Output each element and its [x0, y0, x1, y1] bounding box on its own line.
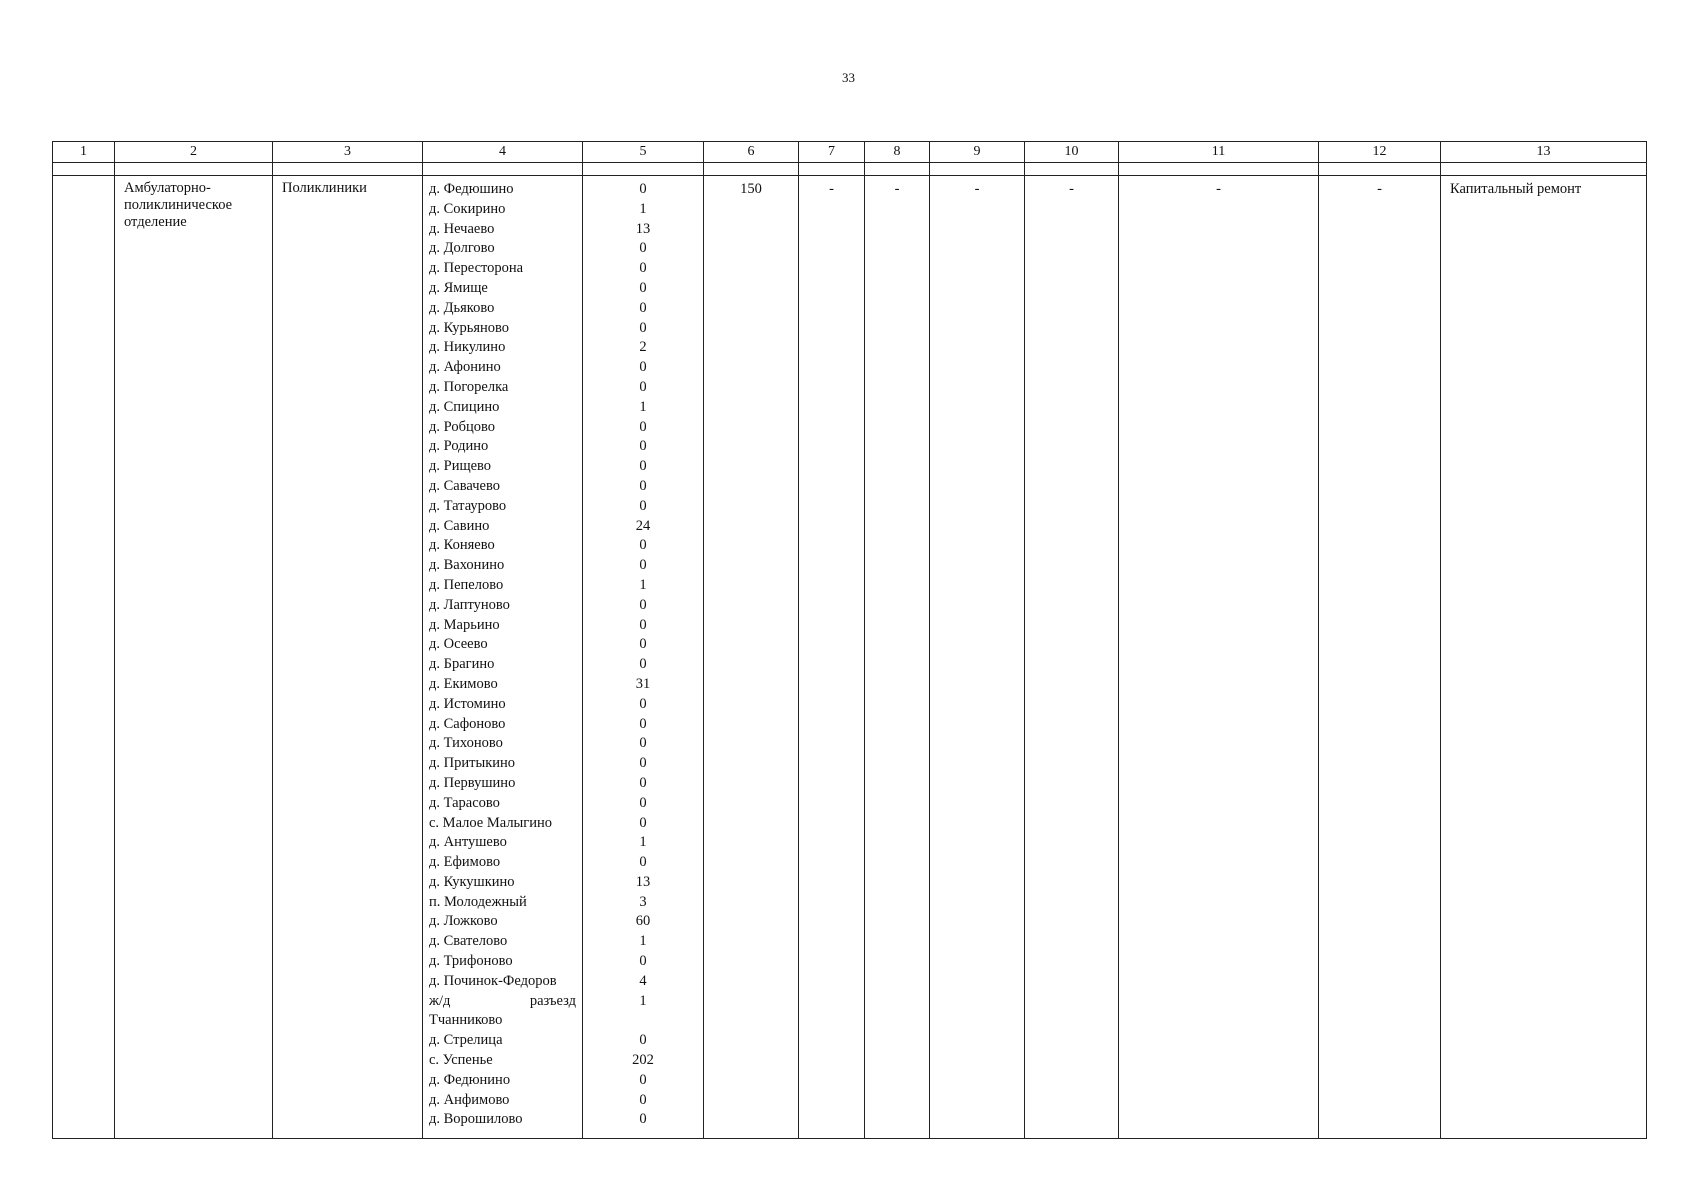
settlement-value: 1 [639, 200, 647, 217]
settlement-name: д. Федюшино [429, 181, 514, 197]
settlement-name: д. Марьино [429, 616, 500, 633]
dash-value: - [1377, 181, 1382, 197]
facility-type: Поликлиники [282, 180, 367, 196]
settlement-name: д. Савачево [429, 477, 500, 494]
settlement-name: д. Первушино [429, 774, 516, 791]
settlement-value: 0 [639, 477, 647, 494]
settlement-value: 0 [639, 1091, 647, 1108]
column-number-row [53, 142, 1647, 163]
settlement-value: 0 [639, 735, 647, 752]
settlement-name: д. Спицино [429, 398, 500, 415]
settlement-value: 0 [639, 774, 647, 791]
settlement-name: д. Рищево [429, 458, 492, 475]
cell-col5 [583, 176, 704, 1139]
settlement-name: д. Починок-Федоров [429, 972, 557, 989]
settlement-value: 0 [639, 755, 647, 772]
cell-col3 [273, 176, 423, 1139]
cell-col6 [704, 176, 799, 1139]
column-number: 12 [1319, 142, 1441, 163]
settlement-name: д. Антушево [429, 834, 507, 851]
settlement-name: д. Никулино [429, 339, 506, 356]
cell-col2 [115, 176, 273, 1139]
settlement-value: 0 [639, 260, 647, 277]
settlement-name: д. Стрелица [429, 1032, 503, 1049]
settlement-value: 1 [639, 834, 647, 851]
work-type: Капитальный ремонт [1450, 181, 1582, 197]
settlement-name: д. Пересторона [429, 260, 524, 277]
page-number: 33 [842, 70, 855, 85]
settlement-value: 0 [639, 596, 647, 613]
settlement-value: 0 [639, 181, 647, 197]
column-number: 9 [930, 142, 1025, 163]
column-number: 10 [1025, 142, 1119, 163]
settlement-name: д. Робцово [429, 418, 495, 435]
column-number: 7 [799, 142, 865, 163]
settlement-value: 13 [635, 220, 651, 237]
settlement-value: 0 [639, 537, 647, 554]
cell-col12 [1319, 176, 1441, 1139]
column-number: 1 [53, 142, 115, 163]
dash-value: - [1216, 181, 1221, 197]
settlement-name: д. Афонино [429, 359, 501, 376]
settlement-name: д. Брагино [429, 656, 495, 673]
settlement-name: д. Истомино [429, 695, 506, 712]
settlement-value: 0 [639, 299, 647, 316]
settlement-value: 0 [639, 656, 647, 673]
settlement-name-part: Тчанниково [429, 1012, 503, 1029]
settlement-name: д. Тарасово [429, 794, 500, 811]
settlement-value: 0 [639, 953, 647, 970]
settlement-name-part: разъезд [529, 992, 576, 1009]
settlement-value: 0 [639, 1071, 647, 1088]
settlement-value: 1 [639, 576, 647, 593]
dash-value: - [894, 181, 900, 197]
settlement-value: 1 [639, 398, 647, 415]
settlement-name: д. Ворошилово [429, 1111, 523, 1128]
settlement-name: д. Сокирино [429, 200, 506, 217]
settlement-name: д. Долгово [429, 240, 495, 257]
settlement-value: 0 [639, 418, 647, 435]
settlement-value: 202 [632, 1052, 654, 1069]
settlement-name: д. Нечаево [429, 220, 495, 237]
settlement-name: д. Курьяново [429, 319, 509, 336]
settlement-name-part: ж/д [429, 992, 451, 1009]
department-name: Амбулаторно-поликлиническое отделение [124, 180, 233, 230]
settlement-value: 0 [639, 814, 647, 831]
settlement-value: 0 [639, 616, 647, 633]
settlement-name: д. Осеево [429, 636, 488, 653]
settlement-value: 0 [639, 636, 647, 653]
settlement-name: д. Трифоново [429, 953, 513, 970]
cell-col7 [799, 176, 865, 1139]
settlement-name: д. Сафоново [429, 715, 506, 732]
settlement-name: д. Кукушкино [429, 873, 515, 890]
settlement-value: 0 [639, 279, 647, 296]
column-number: 4 [423, 142, 583, 163]
settlement-name: д. Родино [429, 438, 489, 455]
settlement-name: д. Тихоново [429, 735, 503, 752]
settlement-value: 0 [639, 1111, 647, 1128]
settlement-name: д. Федюнино [429, 1071, 511, 1088]
settlement-name: д. Дьяково [429, 299, 495, 316]
settlement-name: д. Савино [429, 517, 490, 534]
column-number: 11 [1119, 142, 1319, 163]
settlement-name: с. Успенье [429, 1052, 493, 1069]
cell-col11 [1119, 176, 1319, 1139]
settlement-value: 0 [639, 695, 647, 712]
settlement-name: с. Малое Малыгино [429, 814, 553, 831]
settlement-value: 0 [639, 378, 647, 395]
settlement-value: 0 [639, 458, 647, 475]
settlement-name: д. Пепелово [429, 576, 504, 593]
settlement-name: д. Татаурово [429, 497, 507, 514]
settlement-value: 24 [635, 517, 651, 534]
column-number: 8 [865, 142, 930, 163]
settlement-value: 0 [639, 438, 647, 455]
cell-col1 [53, 176, 115, 1139]
settlement-value: 60 [635, 913, 651, 930]
dash-value: - [974, 181, 980, 197]
settlement-name: д. Вахонино [429, 557, 505, 574]
settlement-value: 2 [639, 339, 647, 356]
settlement-name: д. Коняево [429, 537, 495, 554]
settlement-name: д. Ложково [429, 913, 498, 930]
column-number: 6 [704, 142, 799, 163]
dash-value: - [1069, 181, 1074, 197]
settlement-name: д. Погорелка [429, 378, 509, 395]
header-spacer-row [53, 163, 1647, 176]
settlement-name [429, 992, 582, 1032]
column-number: 5 [583, 142, 704, 163]
data-table [52, 141, 1647, 1139]
settlement-value: 0 [639, 319, 647, 336]
cell-col13 [1441, 176, 1647, 1139]
settlement-value: 0 [639, 794, 647, 811]
settlement-value: 3 [639, 893, 647, 910]
settlement-name: д. Лаптуново [429, 596, 510, 613]
settlement-name: п. Молодежный [429, 893, 527, 910]
column-number: 3 [273, 142, 423, 163]
settlement-value: 0 [639, 497, 647, 514]
settlement-value: 0 [639, 715, 647, 732]
settlement-value: 0 [639, 1032, 647, 1049]
settlement-value: 0 [639, 854, 647, 871]
dash-value: - [829, 181, 834, 197]
cell-col8 [865, 176, 930, 1139]
capacity-value: 150 [740, 181, 762, 197]
settlement-value: 0 [639, 557, 647, 574]
settlement-value: 0 [639, 359, 647, 376]
settlement-value: 13 [635, 873, 651, 890]
settlement-value: 0 [639, 240, 647, 257]
settlement-name: д. Анфимово [429, 1091, 510, 1108]
cell-col10 [1025, 176, 1119, 1139]
settlement-name: д. Свателово [429, 933, 508, 950]
cell-col9 [930, 176, 1025, 1139]
settlement-value: 1 [639, 933, 647, 950]
cell-col4 [423, 176, 583, 1139]
settlement-value: 31 [635, 675, 651, 692]
column-number: 2 [115, 142, 273, 163]
settlement-name: д. Екимово [429, 675, 498, 692]
column-number: 13 [1441, 142, 1647, 163]
settlement-list [423, 180, 582, 1130]
table-row [53, 176, 1647, 1139]
settlement-value: 4 [639, 972, 647, 989]
settlement-name: д. Притыкино [429, 755, 516, 772]
settlement-value-list [583, 180, 703, 1130]
settlement-name: д. Ефимово [429, 854, 501, 871]
settlement-name: д. Ямище [429, 279, 488, 296]
settlement-value: 1 [639, 992, 647, 1009]
